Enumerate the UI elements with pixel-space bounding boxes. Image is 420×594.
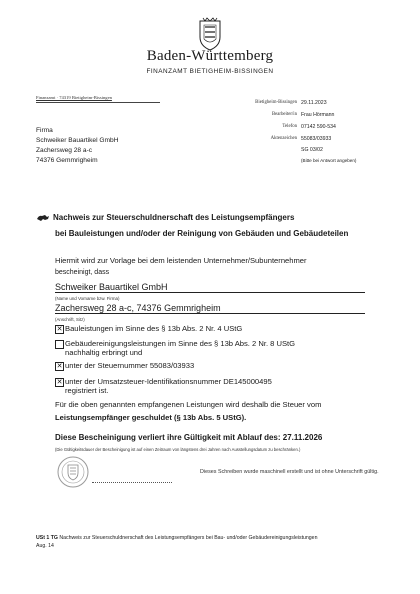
footer-form-line (36, 535, 396, 541)
company-address-field: Zachersweg 28 a-c, 74376 Gemmrigheim (55, 303, 365, 314)
recipient-line-1: Firma (36, 127, 53, 134)
option-cleaning-checkbox (55, 340, 64, 349)
recipient-line-4: 74376 Gemmrigheim (36, 157, 98, 164)
meta-label-phone: Telefon (282, 124, 297, 129)
footer-form-id: USt 1 TG (36, 535, 58, 541)
intro-line-2: bescheinigt, dass (55, 269, 110, 276)
meta-label-file-number: Aktenzeichen (270, 136, 297, 141)
company-name-caption: (Name und Vorname bzw. Firma) (55, 296, 120, 301)
recipient-line-3: Zachersweg 28 a-c (36, 147, 93, 154)
footer-form-date: Aug. 14 (36, 543, 54, 549)
meta-value-date: 29.11.2023 (301, 100, 327, 106)
state-name: Baden-Württemberg (146, 48, 274, 64)
meta-label-location: Bietigheim-Bissingen (255, 100, 297, 105)
lion-icon (36, 213, 50, 222)
intro-text: Hiermit wird zur Vorlage bei dem leistenden Unternehmer/Subunternehmer (55, 256, 307, 265)
body-line-1: Für die oben genannten empfangenen Leistungen wird deshalb die Steuer vom (55, 400, 322, 409)
recipient-line-2: Schweiker Bauartikel GmbH (36, 137, 119, 144)
coat-of-arms-icon (197, 17, 223, 51)
meta-value-group: SG 03/02 (301, 147, 323, 153)
option-vat-id-checkbox: ✕ (56, 379, 63, 386)
return-address-divider (36, 102, 160, 103)
meta-value-phone: 07142 590-534 (301, 124, 336, 130)
validity-note: (Die Gültigkeitsdauer der Bescheinigung ist auf einen Zeitraum von längstens drei Jahren nach Ausstellungsdatum zu beschränken.) (55, 447, 301, 452)
office-name: FINANZAMT BIETIGHEIM-BISSINGEN (146, 68, 274, 75)
footer-form-title: Nachweis zur Steuerschuldnerschaft des Leistungsempfängers bei Bau- und/oder Gebäudereinigungsleistungen (59, 535, 318, 541)
heading-line-2: bei Bauleistungen und/oder der Reinigung von Gebäuden und Gebäudeteilen (55, 229, 349, 238)
option-construction-label: Bauleistungen im Sinne des § 13b Abs. 2 Nr. 4 UStG (65, 324, 243, 333)
signature-line (92, 482, 172, 483)
body-line-2: Leistungsempfänger geschuldet (§ 13b Abs. 5 UStG). (55, 413, 247, 422)
meta-value-file-number: 55083/03933 (301, 136, 332, 142)
validity-statement: Diese Bescheinigung verliert ihre Gültigkeit mit Ablauf des: 27.11.2026 (55, 433, 323, 442)
meta-label-clerk: Bearbeiter/in (271, 112, 297, 117)
option-construction-checkbox: ✕ (56, 326, 63, 333)
official-seal-icon (57, 456, 89, 488)
option-vat-id-label-cont: registriert ist. (65, 386, 109, 395)
option-cleaning-label: Gebäudereinigungsleistungen im Sinne des § 13b Abs. 2 Nr. 8 UStG (65, 339, 296, 348)
option-tax-number-label: unter der Steuernummer 55083/03933 (65, 361, 195, 370)
option-tax-number-checkbox: ✕ (56, 363, 63, 370)
heading-line-1: Nachweis zur Steuerschuldnerschaft des Leistungsempfängers (53, 213, 295, 222)
automated-note: Dieses Schreiben wurde maschinell erstellt und ist ohne Unterschrift gültig. (200, 469, 379, 475)
company-name-field: Schweiker Bauartikel GmbH (55, 282, 365, 293)
option-cleaning-label-cont: nachhaltig erbringt und (65, 348, 143, 357)
meta-value-clerk: Frau Hörmann (301, 112, 335, 118)
return-address: Finanzamt · 74319 Bietigheim-Bissingen (36, 95, 112, 100)
meta-value-reply-note: (Bitte bei Antwort angeben) (301, 158, 357, 163)
company-address-caption: (Anschrift, Sitz) (55, 317, 85, 322)
option-vat-id-label: unter der Umsatzsteuer-Identifikationsnummer DE145000495 (65, 377, 272, 386)
intro-line-1 (55, 256, 307, 265)
